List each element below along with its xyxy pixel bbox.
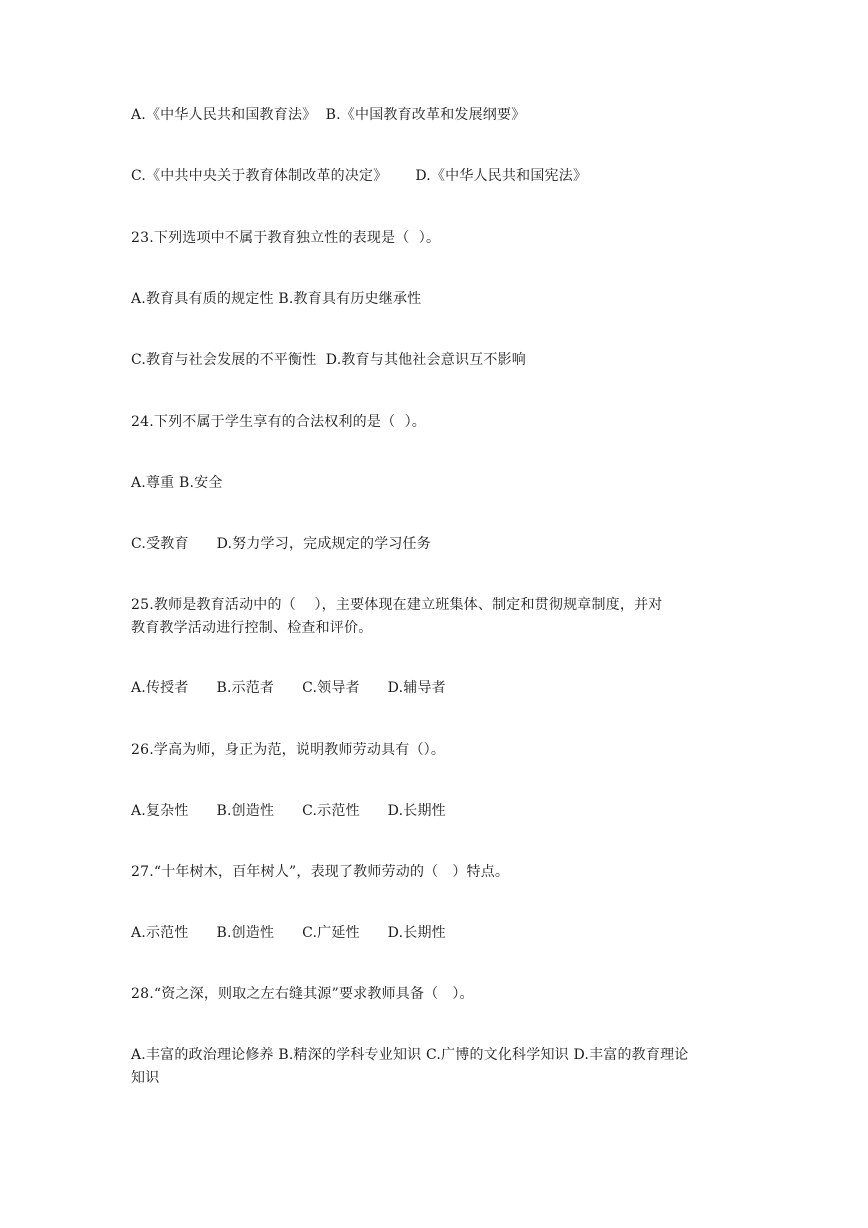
q24-options-cd: C.受教育 D.努力学习，完成规定的学习任务 <box>131 536 431 552</box>
q23-options-cd: C.教育与社会发展的不平衡性 D.教育与其他社会意识互不影响 <box>131 352 526 368</box>
q24-options-ab: A.尊重 B.安全 <box>131 475 223 491</box>
q24-question: 24.下列不属于学生享有的合法权利的是（ ）。 <box>131 414 426 430</box>
q23-question: 23.下列选项中不属于教育独立性的表现是（ ）。 <box>131 230 441 246</box>
q28-options-line1: A.丰富的政治理论修养 B.精深的学科专业知识 C.广博的文化科学知识 D.丰富的教育理论 <box>131 1047 689 1063</box>
q27-options: A.示范性 B.创造性 C.广延性 D.长期性 <box>131 925 446 941</box>
q25-question-line2: 教育教学活动进行控制、检查和评价。 <box>131 620 373 636</box>
q28-options-line2: 知识 <box>131 1070 160 1086</box>
q26-options: A.复杂性 B.创造性 C.示范性 D.长期性 <box>131 803 446 819</box>
q27-question: 27.“十年树木，百年树人”，表现了教师劳动的（ ）特点。 <box>131 864 510 880</box>
q28-question: 28.“资之深，则取之左右缝其源”要求教师具备（ ）。 <box>131 986 474 1002</box>
q26-question: 26.学高为师，身正为范，说明教师劳动具有（）。 <box>131 742 446 758</box>
q25-question-line1: 25.教师是教育活动中的（ ），主要体现在建立班集体、制定和贯彻规章制度，并对 <box>131 597 663 613</box>
q22-options-ab: A.《中华人民共和国教育法》 B.《中国教育改革和发展纲要》 <box>131 107 526 123</box>
q25-options: A.传授者 B.示范者 C.领导者 D.辅导者 <box>131 680 446 696</box>
q23-options-ab: A.教育具有质的规定性 B.教育具有历史继承性 <box>131 291 422 307</box>
q22-options-cd: C.《中共中央关于教育体制改革的决定》 D.《中华人民共和国宪法》 <box>131 168 588 184</box>
